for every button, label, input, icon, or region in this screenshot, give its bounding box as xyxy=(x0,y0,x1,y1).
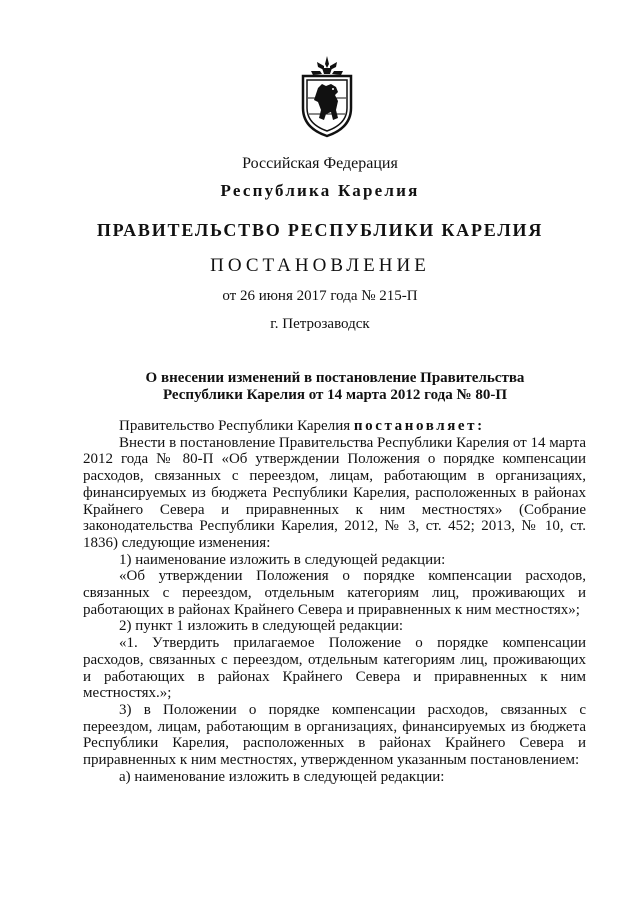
paragraph-item-3: 3) в Положении о порядке компенсации расходов, связанных с переездом, лицам, работающим в организациях, финансируемых из бюджета Республики Карелия, расположенных в районах Крайнего Севера и приравненных к ним местностях, утвержденном указанным постановлением: xyxy=(83,701,586,769)
document-body xyxy=(83,418,586,785)
paragraph-preamble xyxy=(83,418,586,435)
karelia-coat-of-arms-icon xyxy=(300,54,354,138)
country-name: Российская Федерация xyxy=(242,155,398,172)
paragraph-item-1-text: «Об утверждении Положения о порядке компенсации расходов, связанных с переездом, отдельным категориям лиц, проживающих и работающих в районах Крайнего Севера и приравненных к ним местностях»; xyxy=(83,568,586,618)
date-line: от 26 июня 2017 года № 215-П xyxy=(222,288,418,304)
document-subject xyxy=(80,370,590,404)
paragraph-main: Внести в постановление Правительства Республики Карелия от 14 марта 2012 года № 80-П «Об утверждении Положения о порядке компенсации расходов, связанных с переездом, лицам, работающим в организациях, финансируемых из бюджета Республики Карелия, расположенных в районах Крайнего Севера и приравненных к ним местностях» (Собрание законодательства Республики Карелия, 2012, № 3, ст. 452; 2013, № 10, ст. 1836) следующие изменения: xyxy=(83,434,586,551)
paragraph-item-2: 2) пункт 1 изложить в следующей редакции: xyxy=(119,618,404,635)
government-title: ПРАВИТЕЛЬСТВО РЕСПУБЛИКИ КАРЕЛИЯ xyxy=(96,220,544,240)
city: г. Петрозаводск xyxy=(270,316,370,332)
paragraph-item-2-text: «1. Утвердить прилагаемое Положение о порядке компенсации расходов, связанных с переездом, отдельным категориям лиц, проживающих и работающих в районах Крайнего Севера и приравненных к ним местностях.»; xyxy=(83,635,586,702)
document-type: ПОСТАНОВЛЕНИЕ xyxy=(210,255,430,276)
preamble-action: постановляет: xyxy=(353,418,485,434)
preamble-lead: Правительство Республики Карелия xyxy=(119,418,354,434)
subject-line-1: О внесении изменений в постановление Правительства xyxy=(145,370,525,386)
republic-name: Республика Карелия xyxy=(220,181,420,200)
paragraph-item-3a: а) наименование изложить в следующей редакции: xyxy=(119,768,445,785)
subject-line-2: Республики Карелия от 14 марта 2012 года № 80-П xyxy=(162,387,508,403)
paragraph-item-1: 1) наименование изложить в следующей редакции: xyxy=(119,551,446,568)
